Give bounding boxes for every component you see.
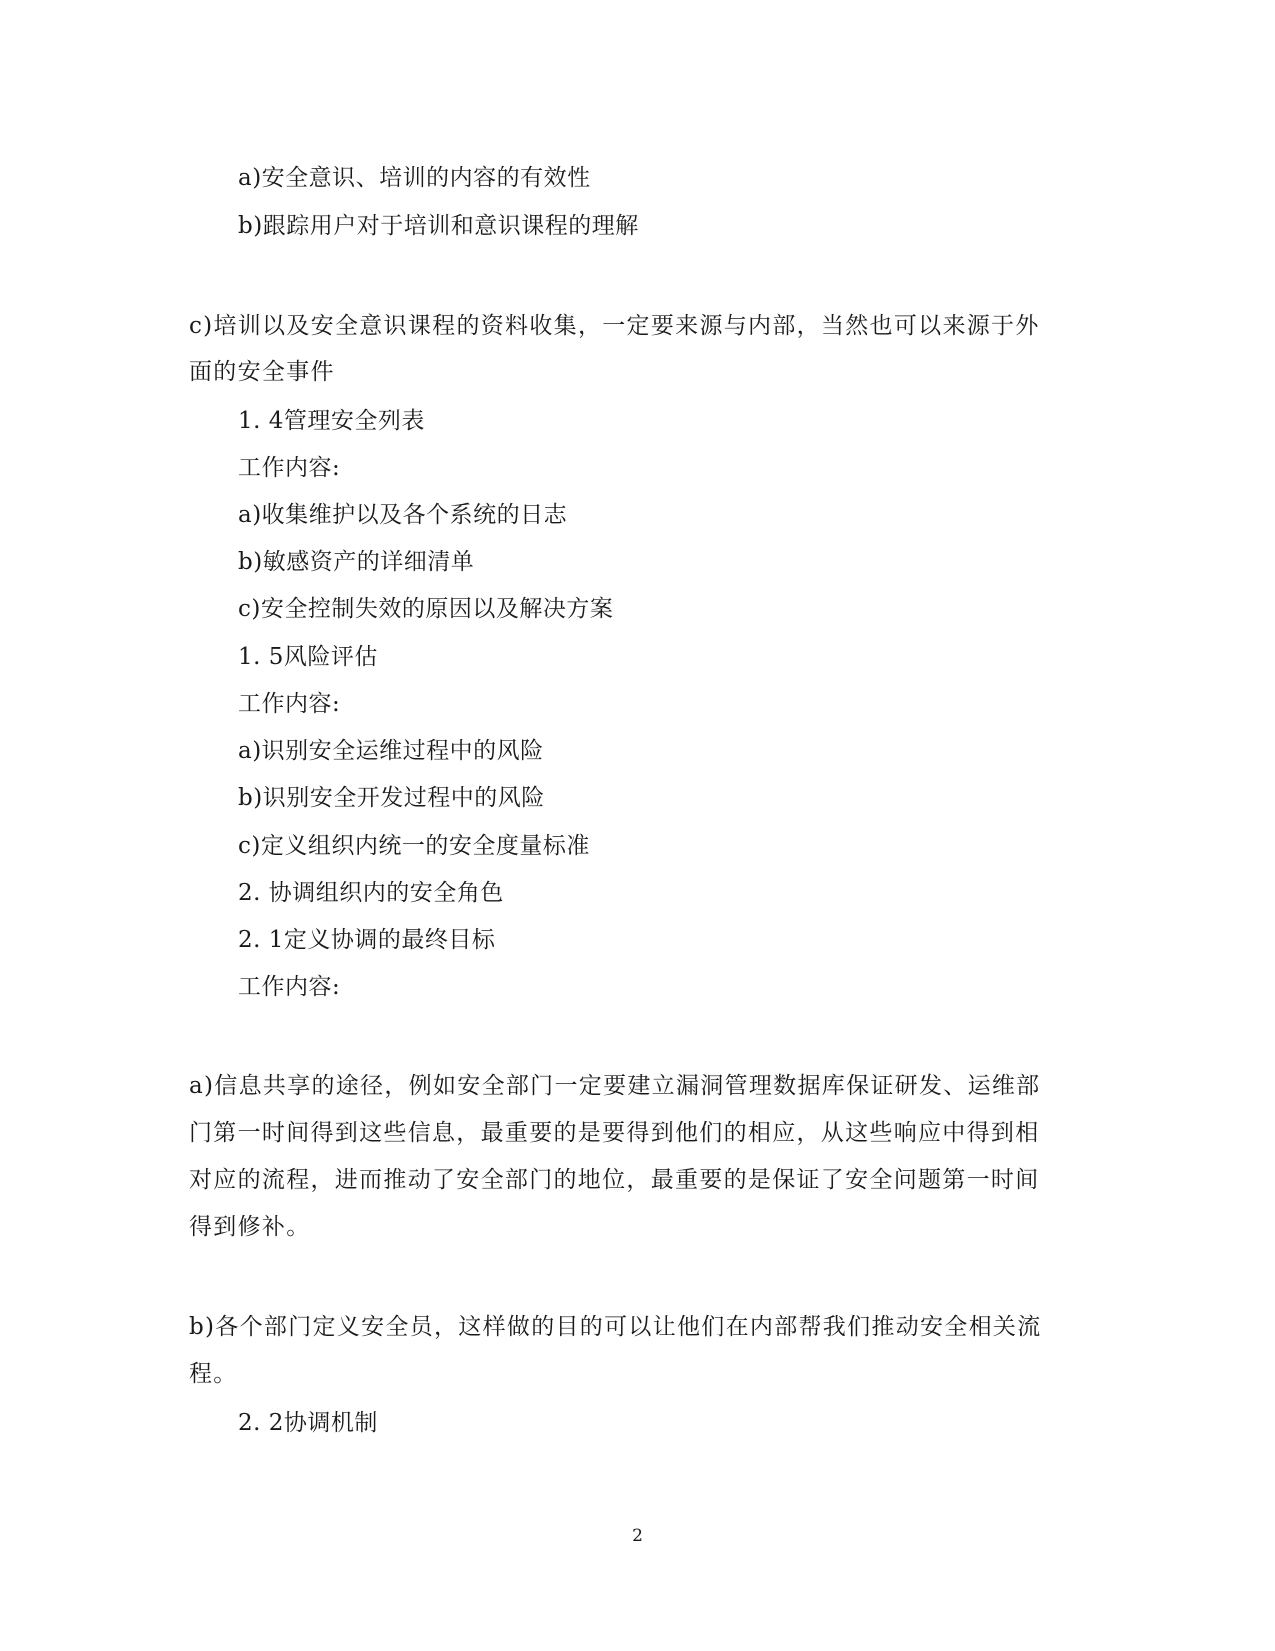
text-line: a)信息共享的途径，例如安全部门一定要建立漏洞管理数据库保证研发、运维部 xyxy=(189,1073,1041,1099)
text-line: b)识别安全开发过程中的风险 xyxy=(238,785,545,811)
text-line: c)培训以及安全意识课程的资料收集，一定要来源与内部，当然也可以来源于外 xyxy=(189,313,1040,339)
section-heading: 2. 2协调机制 xyxy=(238,1410,378,1436)
text-line: c)定义组织内统一的安全度量标准 xyxy=(238,833,590,859)
text-line: 得到修补。 xyxy=(189,1214,311,1240)
text-line: 工作内容: xyxy=(238,691,341,717)
text-line: a)收集维护以及各个系统的日志 xyxy=(238,502,568,528)
section-heading: 1. 5风险评估 xyxy=(238,644,378,670)
text-line: b)跟踪用户对于培训和意识课程的理解 xyxy=(238,213,639,239)
text-line: b)各个部门定义安全员，这样做的目的可以让他们在内部帮我们推动安全相关流 xyxy=(189,1314,1042,1340)
text-line: a)识别安全运维过程中的风险 xyxy=(238,738,544,764)
text-line: c)安全控制失效的原因以及解决方案 xyxy=(238,596,614,622)
text-line: 对应的流程，进而推动了安全部门的地位，最重要的是保证了安全问题第一时间 xyxy=(189,1167,1040,1193)
text-line: 程。 xyxy=(189,1361,238,1387)
text-line: b)敏感资产的详细清单 xyxy=(238,549,475,575)
text-line: a)安全意识、培训的内容的有效性 xyxy=(238,165,591,191)
section-heading: 1. 4管理安全列表 xyxy=(238,408,425,434)
text-line: 面的安全事件 xyxy=(189,359,335,385)
text-line: 工作内容: xyxy=(238,974,341,1000)
section-heading: 2. 1定义协调的最终目标 xyxy=(238,927,496,953)
text-line: 工作内容: xyxy=(238,455,341,481)
text-line: 门第一时间得到这些信息，最重要的是要得到他们的相应，从这些响应中得到相 xyxy=(189,1120,1040,1146)
section-heading: 2. 协调组织内的安全角色 xyxy=(238,880,504,906)
page-number: 2 xyxy=(632,1526,643,1546)
